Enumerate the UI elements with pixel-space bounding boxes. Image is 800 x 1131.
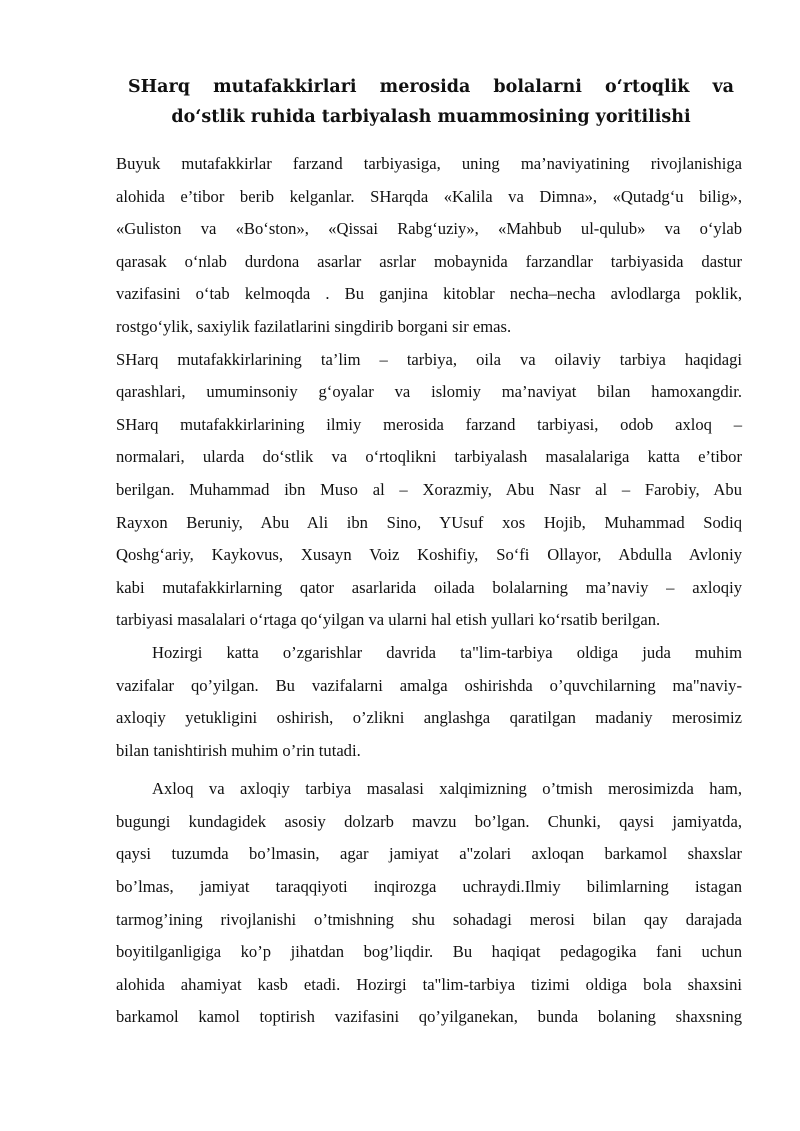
- paragraph-4: [116, 773, 742, 1034]
- text-line: qaysi tuzumda bo’lmasin, agar jamiyat a"zolari axloqan barkamol shaxslar: [116, 844, 742, 864]
- text-line: normalari, ularda do‘stlik va o‘rtoqlikni tarbiyalash masalalariga katta e’tibor: [116, 447, 742, 467]
- text-line: alohida ahamiyat kasb etadi. Hozirgi ta"lim-tarbiya tizimi oldiga bola shaxsini: [116, 974, 742, 994]
- paragraph-1: [116, 148, 742, 344]
- text-line: alohida e’tibor berib kelganlar. SHarqda «Kalila va Dimna», «Qutadg‘u bilig»,: [116, 186, 742, 206]
- paragraph-2: [116, 344, 742, 637]
- text-line: SHarq mutafakkirlarining ilmiy merosida farzand tarbiyasi, odob axloq –: [116, 414, 742, 434]
- text-line: bo’lmas, jamiyat taraqqiyoti inqirozga uchraydi.Ilmiy bilimlarning istagan: [116, 877, 742, 897]
- text-line: Buyuk mutafakkirlar farzand tarbiyasiga, uning ma’naviyatining rivojlanishiga: [116, 154, 742, 173]
- text-line: Hozirgi katta o’zgarishlar davrida ta"lim-tarbiya oldiga juda muhim: [152, 642, 742, 662]
- text-line: berilgan. Muhammad ibn Muso al – Xorazmiy, Abu Nasr al – Farobiy, Abu: [116, 479, 742, 499]
- text-line: qarashlari, umuminsoniy g‘oyalar va islomiy ma’naviyat bilan hamoxangdir.: [116, 382, 742, 402]
- title-line-2: do‘stlik ruhida tarbiyalash muammosining yoritilishi: [171, 107, 691, 127]
- text-line: bilan tanishtirish muhim o’rin tutadi.: [116, 740, 361, 760]
- text-line: axloqiy yetukligini oshirish, o’zlikni anglashga qaratilgan madaniy merosimiz: [116, 708, 742, 728]
- text-line: tarbiyasi masalalari o‘rtaga qo‘yilgan va ularni hal etish yullari ko‘rsatib berilgan.: [116, 610, 661, 630]
- text-line: qarasak o‘nlab durdona asarlar asrlar mobaynida farzandlar tarbiyasida dastur: [116, 251, 742, 271]
- text-line: bugungi kundagidek asosiy dolzarb mavzu bo’lgan. Chunki, qaysi jamiyatda,: [116, 811, 742, 831]
- text-line: Rayxon Beruniy, Abu Ali ibn Sino, YUsuf xos Hojib, Muhammad Sodiq: [116, 512, 742, 532]
- text-line: Qoshg‘ariy, Kaykovus, Xusayn Voiz Koshifiy, So‘fi Ollayor, Abdulla Avloniy: [116, 545, 742, 565]
- text-line: vazifalar qo’yilgan. Bu vazifalarni amalga oshirishda o’quvchilarning ma"naviy-: [116, 675, 742, 695]
- text-line: barkamol kamol toptirish vazifasini qo’yilganekan, bunda bolaning shaxsning: [116, 1007, 742, 1027]
- text-line: boyitilganligiga ko’p jihatdan bog’liqdir. Bu haqiqat pedagogika fani uchun: [116, 942, 742, 962]
- title-line-1: SHarq mutafakkirlari merosida bolalarni o‘rtoqlik va: [128, 77, 734, 97]
- text-line: kabi mutafakkirlarning qator asarlarida oilada bolalarning ma’naviy – axloqiy: [116, 577, 742, 597]
- text-line: Axloq va axloqiy tarbiya masalasi xalqimizning o’tmish merosimizda ham,: [152, 779, 742, 799]
- text-line: tarmog’ining rivojlanishi o’tmishning shu sohadagi merosi bilan qay darajada: [116, 909, 742, 929]
- text-line: «Guliston va «Bo‘ston», «Qissai Rabg‘uziy», «Mahbub ul-qulub» va o‘ylab: [116, 219, 742, 239]
- text-line: rostgo‘ylik, saxiylik fazilatlarini singdirib borgani sir emas.: [116, 316, 512, 336]
- document-title: [116, 72, 742, 132]
- paragraph-3: [116, 637, 742, 767]
- text-line: vazifasini o‘tab kelmoqda . Bu ganjina kitoblar necha–necha avlodlarga poklik,: [116, 284, 742, 304]
- text-line: SHarq mutafakkirlarining ta’lim – tarbiya, oila va oilaviy tarbiya haqidagi: [116, 349, 742, 369]
